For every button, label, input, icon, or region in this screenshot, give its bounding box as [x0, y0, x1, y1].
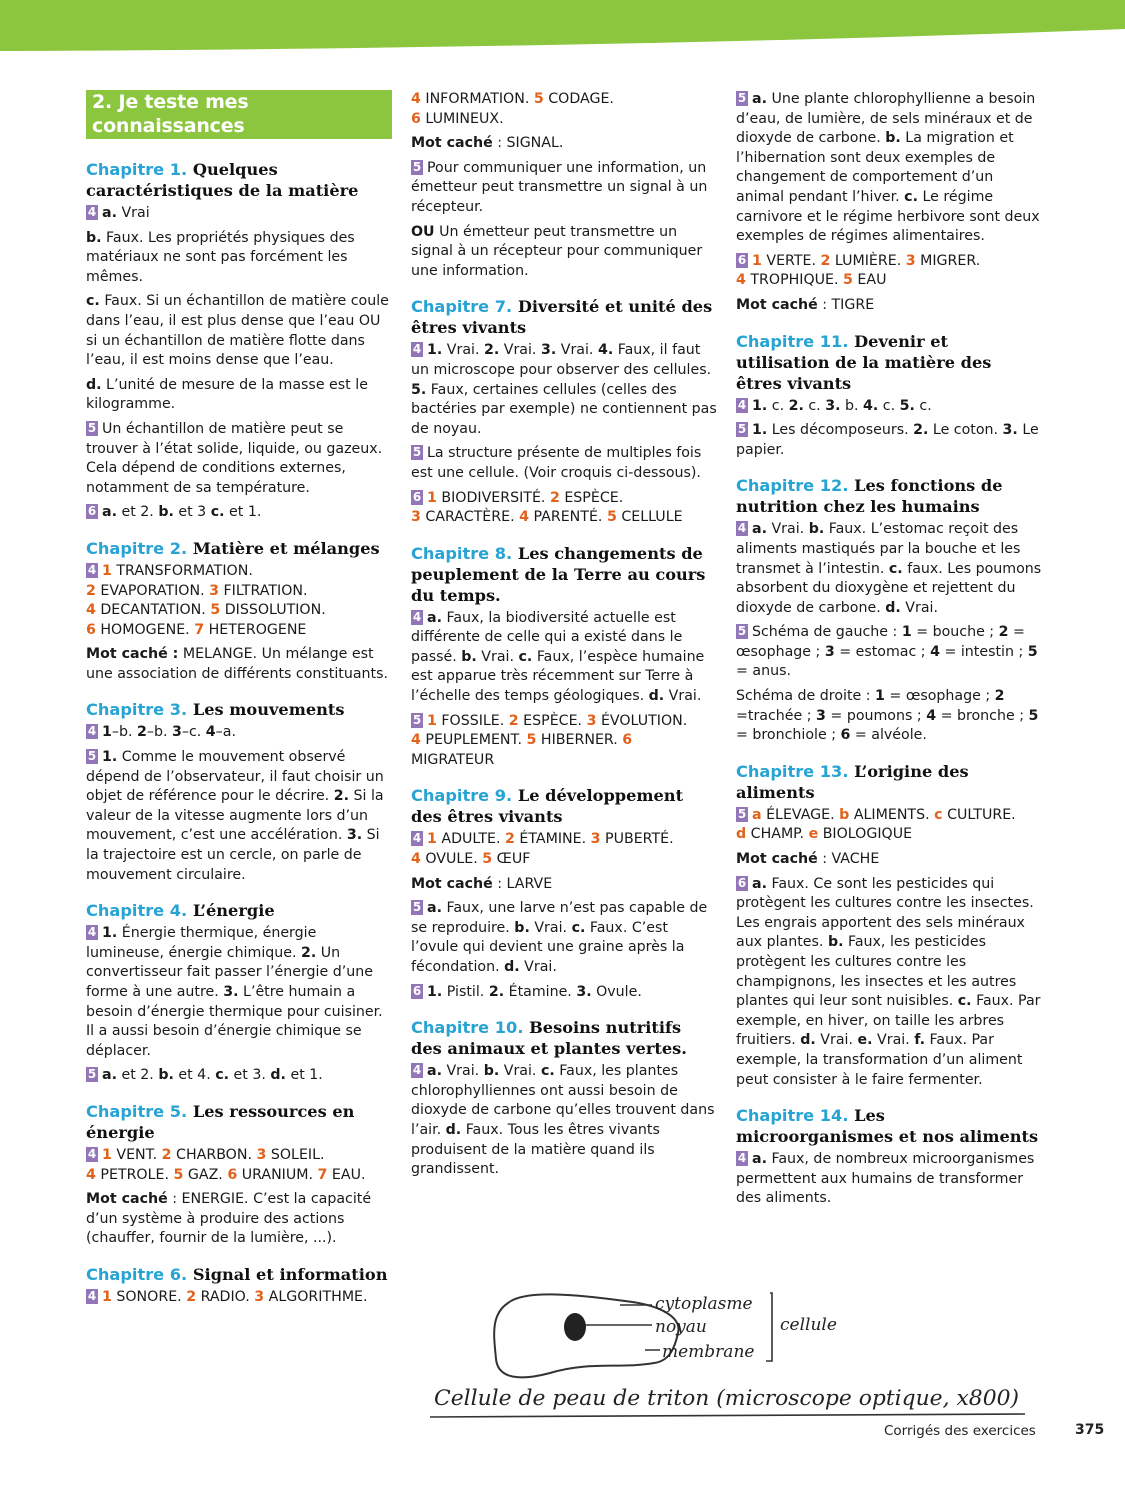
chapter-title: Signal et information [192, 1264, 388, 1284]
answer-paragraph: 4 a. Vrai [87, 205, 150, 221]
answer-paragraph: Mot caché : LARVE [411, 875, 553, 892]
answer-paragraph: 4 1. Énergie thermique, énergie lumineuse, énergie chimique. 2. Un convertisseur fait passer l’énergie d’une forme à une autre. 3. L’être humain a besoin d’énergie thermique pour cuisiner. Il a aussi besoin d’énergie chimique se déplacer. [86, 925, 383, 1059]
answer-paragraph: 5 Pour communiquer une information, un émetteur peut transmettre un signal à un récepteur. [411, 159, 708, 215]
chapter-number: Chapitre 10. [411, 1018, 524, 1038]
exercise-number-badge: 4 [87, 1288, 97, 1303]
chapter-heading [86, 1264, 392, 1285]
chapter-heading [86, 1101, 392, 1143]
answer-paragraph: Schéma de droite : 1 = œsophage ; 2 =trachée ; 3 = poumons ; 4 = bronche ; 5 = bronchiole ; 6 = alvéole. [736, 688, 1039, 744]
answer-paragraph: 5 La structure présente de multiples fois est une cellule. (Voir croquis ci-dessous). [411, 445, 702, 481]
chapter-title: Les ressources en énergie [86, 1101, 355, 1142]
exercise-number-badge: 4 [87, 925, 97, 940]
exercise-number-badge: 4 [412, 609, 422, 624]
chapter-heading [86, 538, 392, 559]
chapter-number: Chapitre 9. [411, 786, 513, 806]
chapter-heading [411, 1017, 717, 1059]
label-cytoplasm: cytoplasme [655, 1294, 753, 1314]
label-nucleus: noyau [655, 1317, 707, 1337]
answer-paragraph: 4 a. Faux, la biodiversité actuelle est différente de celle qui a existé dans le passé. b. Vrai. c. Faux, l’espèce humaine est apparue très récemment sur Terre à l’échelle des temps géologiques. d. Vrai. [411, 609, 705, 705]
exercise-number-badge: 6 [737, 875, 747, 890]
answer-paragraph: 4 1 SONORE. 2 RADIO. 3 ALGORITHME. [87, 1288, 368, 1305]
chapter-title: Les changements de peuplement de la Terre au cours du temps. [411, 543, 706, 605]
chapter-number: Chapitre 2. [86, 538, 188, 558]
chapter-title: Le développement des êtres vivants [411, 786, 684, 827]
exercise-number-badge: 5 [87, 420, 97, 435]
chapter-number: Chapitre 6. [86, 1264, 188, 1284]
label-membrane: membrane [662, 1342, 755, 1362]
exercise-number-badge: 6 [412, 983, 422, 998]
answer-paragraph: 5 a. Une plante chlorophyllienne a besoin d’eau, de lumière, de sels minéraux et de dioxyde de carbone. b. La migration et l’hibernation sont deux exemples de changement de comportement d’un animal pendant l’hiver. c. Le régime carnivore et le régime herbivore sont deux exemples de régimes alimentaires. [736, 91, 1040, 245]
column-1 [86, 90, 392, 1313]
chapter-heading [736, 1105, 1042, 1147]
answer-paragraph: 6 1. Pistil. 2. Étamine. 3. Ovule. [412, 983, 642, 1000]
answer-paragraph: 4 1 TRANSFORMATION. 2 EVAPORATION. 3 FILTRATION. 4 DECANTATION. 5 DISSOLUTION. 6 HOMOGENE. 7 HETEROGENE [86, 562, 326, 638]
exercise-number-badge: 6 [87, 504, 97, 519]
chapter-title: Matière et mélanges [192, 538, 380, 558]
chapter-number: Chapitre 3. [86, 700, 188, 720]
exercise-number-badge: 4 [412, 831, 422, 846]
answer-paragraph: 6 a. et 2. b. et 3 c. et 1. [87, 504, 262, 521]
chapter-heading [411, 543, 717, 606]
chapter-number: Chapitre 11. [736, 331, 849, 351]
answer-paragraph: 5 Schéma de gauche : 1 = bouche ; 2 = œsophage ; 3 = estomac ; 4 = intestin ; 5 = anus. [736, 624, 1038, 680]
footer-label: Corrigés des exercices [884, 1423, 1036, 1439]
answer-paragraph: 4 a. Vrai. b. Faux. L’estomac reçoit des aliments mastiqués par la bouche et les transmet à l’intestin. c. faux. Les poumons absorbent du dioxygène et rejettent du dioxyde de carbone. d. Vrai. [736, 521, 1042, 616]
answer-paragraph: 6 1 VERTE. 2 LUMIÈRE. 3 MIGRER. 4 TROPHIQUE. 5 EAU [736, 252, 981, 289]
chapter-title: Quelques caractéristiques de la matière [86, 160, 359, 200]
column-2 [411, 90, 717, 1185]
answer-paragraph: 4 a. Faux, de nombreux microorganismes permettent aux humains de transformer des aliments. [736, 1151, 1035, 1207]
label-cell: cellule [780, 1315, 837, 1335]
exercise-number-badge: 6 [737, 252, 747, 267]
exercise-number-badge: 5 [87, 1067, 97, 1082]
answer-paragraph: 4 1–b. 2–b. 3–c. 4–a. [87, 724, 236, 741]
chapter-number: Chapitre 8. [411, 543, 513, 563]
exercise-number-badge: 4 [412, 1063, 422, 1078]
answer-paragraph: OU Un émetteur peut transmettre un signal à un récepteur pour communiquer une information. [411, 223, 703, 279]
answer-paragraph: c. Faux. Si un échantillon de matière coule dans l’eau, il est plus dense que l’eau OU si un échantillon de matière flotte dans l’eau, il est moins dense que l’eau. [86, 293, 389, 369]
nucleus-drawing [564, 1313, 586, 1341]
exercise-number-badge: 4 [737, 397, 747, 412]
answer-paragraph: 5 1. Les décomposeurs. 2. Le coton. 3. Le papier. [736, 422, 1039, 458]
section-title: 2. Je teste mes connaissances [86, 90, 392, 139]
answer-paragraph: 4 INFORMATION. 5 CODAGE. 6 LUMINEUX. [411, 91, 614, 127]
exercise-number-badge: 4 [87, 1146, 97, 1161]
chapter-title: Les microorganismes et nos aliments [736, 1106, 1039, 1147]
caption: Cellule de peau de triton (microscope optique, x800) [434, 1386, 1019, 1410]
answer-paragraph: 5 Un échantillon de matière peut se trouver à l’état solide, liquide, ou gazeux. Cela dépend de conditions externes, notamment de sa température. [86, 420, 383, 496]
exercise-number-badge: 4 [737, 521, 747, 536]
chapter-title: Les fonctions de nutrition chez les humains [736, 476, 1003, 517]
answer-paragraph: 4 1 ADULTE. 2 ÉTAMINE. 3 PUBERTÉ. 4 OVULE. 5 ŒUF [411, 831, 674, 868]
chapter-title: Les mouvements [192, 700, 345, 720]
cell-outline [494, 1294, 678, 1377]
chapter-heading [86, 699, 392, 720]
page-number: 375 [1075, 1422, 1105, 1438]
chapter-number: Chapitre 1. [86, 160, 188, 179]
exercise-number-badge: 4 [87, 562, 97, 577]
answer-paragraph: d. L’unité de mesure de la masse est le kilogramme. [86, 376, 368, 413]
chapter-number: Chapitre 7. [411, 297, 513, 317]
exercise-number-badge: 5 [412, 900, 422, 915]
answer-paragraph: 5 a ÉLEVAGE. b ALIMENTS. c CULTURE. d CHAMP. e BIOLOGIQUE [736, 806, 1016, 843]
exercise-number-badge: 5 [737, 624, 747, 639]
exercise-number-badge: 5 [412, 712, 422, 727]
answer-paragraph: b. Faux. Les propriétés physiques des matériaux ne sont pas forcément les mêmes. [86, 229, 355, 285]
chapter-number: Chapitre 5. [86, 1101, 188, 1121]
answer-paragraph: 4 1. Vrai. 2. Vrai. 3. Vrai. 4. Faux, il faut un microscope pour observer des cellules. 5. Faux, certaines cellules (celles des bactéries par exemple) ne contiennent pas de noyau. [411, 342, 717, 437]
top-green-band [0, 0, 1125, 60]
chapter-heading [736, 475, 1042, 517]
exercise-number-badge: 6 [412, 489, 422, 504]
bracket [766, 1293, 772, 1361]
answer-paragraph: 5 a. Faux, une larve n’est pas capable de se reproduire. b. Vrai. c. Faux. C’est l’ovule qui devient une graine après la fécondation. d. Vrai. [411, 900, 708, 975]
chapter-heading [736, 761, 1042, 803]
column-3 [736, 90, 1042, 1214]
chapter-number: Chapitre 14. [736, 1106, 849, 1126]
cell-sketch [420, 1275, 1040, 1435]
chapter-heading [86, 900, 392, 921]
chapter-number: Chapitre 13. [736, 761, 849, 781]
answer-paragraph: Mot caché : SIGNAL. [411, 135, 564, 152]
answer-paragraph: 4 1. c. 2. c. 3. b. 4. c. 5. c. [737, 397, 932, 414]
answer-paragraph: 5 1 FOSSILE. 2 ESPÈCE. 3 ÉVOLUTION. 4 PEUPLEMENT. 5 HIBERNER. 6 MIGRATEUR [411, 712, 688, 768]
chapter-heading [86, 159, 392, 201]
exercise-number-badge: 5 [412, 445, 422, 460]
caption-underline [430, 1414, 1025, 1417]
answer-paragraph: 4 a. Vrai. b. Vrai. c. Faux, les plantes chlorophylliennes ont aussi besoin de dioxyde de carbone qu’elles trouvent dans l’air. d. Faux. Tous les êtres vivants produisent de la matière quand ils grandissent. [411, 1063, 715, 1178]
chapter-heading [736, 331, 1042, 394]
exercise-number-badge: 5 [737, 422, 747, 437]
answer-paragraph: 5 a. et 2. b. et 4. c. et 3. d. et 1. [87, 1067, 323, 1084]
exercise-number-badge: 4 [87, 724, 97, 739]
exercise-number-badge: 4 [87, 205, 97, 219]
chapter-title: Devenir et utilisation de la matière des êtres vivants [736, 331, 992, 393]
chapter-title: Besoins nutritifs des animaux et plantes vertes. [411, 1018, 687, 1059]
exercise-number-badge: 4 [737, 1151, 747, 1166]
chapter-number: Chapitre 4. [86, 901, 188, 921]
answer-paragraph: Mot caché : TIGRE [736, 296, 875, 313]
chapter-heading [411, 785, 717, 827]
chapter-title: Diversité et unité des êtres vivants [411, 297, 713, 338]
chapter-number: Chapitre 12. [736, 476, 849, 496]
chapter-title: L’énergie [192, 901, 275, 921]
exercise-number-badge: 5 [87, 749, 97, 764]
exercise-number-badge: 5 [412, 159, 422, 174]
answer-paragraph: Mot caché : MELANGE. Un mélange est une association de différents constituants. [86, 646, 388, 682]
answer-paragraph: Mot caché : VACHE [736, 851, 880, 868]
chapter-title: L’origine des aliments [736, 761, 969, 802]
answer-paragraph: Mot caché : ENERGIE. C’est la capacité d’un système à produire des actions (chauffer, fournir de la lumière, ...). [86, 1191, 372, 1247]
exercise-number-badge: 5 [737, 91, 747, 105]
exercise-number-badge: 4 [412, 342, 422, 357]
exercise-number-badge: 5 [737, 806, 747, 821]
answer-paragraph: 6 a. Faux. Ce sont les pesticides qui protègent les cultures contre les insectes. Les engrais apportent des sels minéraux aux plantes. b. Faux, les pesticides protègent les cultures contre les champignons, les insectes et les autres plantes qui leur sont nuisibles. c. Faux. Par exemple, en hiver, on taille les arbres fruitiers. d. Vrai. e. Vrai. f. Faux. Par exemple, la transformation d’un aliment peut consister à le faire fermenter. [736, 875, 1041, 1088]
answer-paragraph: 6 1 BIODIVERSITÉ. 2 ESPÈCE. 3 CARACTÈRE. 4 PARENTÉ. 5 CELLULE [411, 489, 683, 526]
answer-paragraph: 5 1. Comme le mouvement observé dépend de l’observateur, il faut choisir un objet de référence pour le décrire. 2. Si la valeur de la vitesse augmente lors d’un mouvement, c’est une accélération. 3. Si la trajectoire est un cercle, on parle de mouvement circulaire. [86, 749, 384, 883]
chapter-heading [411, 296, 717, 338]
answer-paragraph: 4 1 VENT. 2 CHARBON. 3 SOLEIL. 4 PETROLE. 5 GAZ. 6 URANIUM. 7 EAU. [86, 1146, 366, 1183]
